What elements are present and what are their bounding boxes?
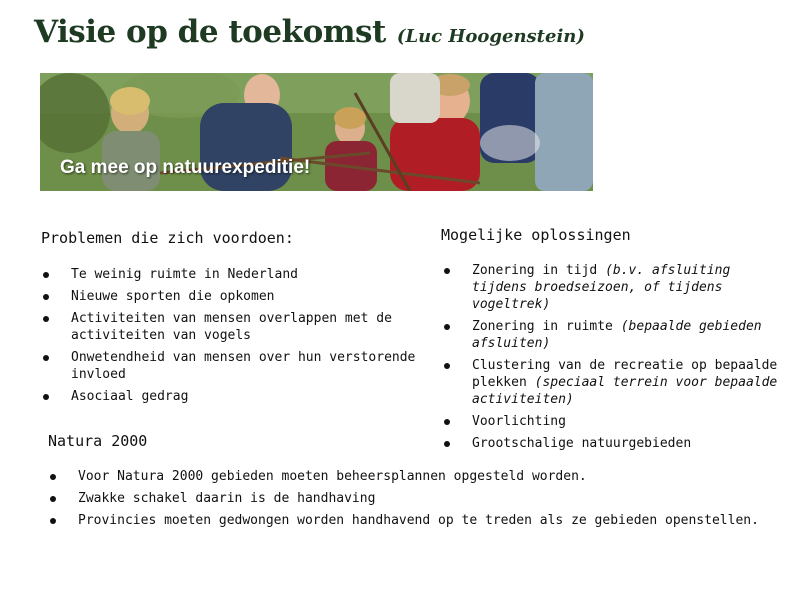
natura-heading: Natura 2000	[48, 432, 148, 450]
problems-list	[41, 266, 421, 410]
list-item: Nieuwe sporten die opkomen	[41, 288, 421, 305]
item-text: Grootschalige natuurgebieden	[472, 436, 692, 451]
item-note: (bepaalde gebieden afsluiten)	[472, 319, 762, 351]
item-text: Clustering van de recreatie op bepaalde plekken	[472, 358, 778, 390]
solutions-list	[442, 262, 782, 457]
item-note: (b.v. afsluiting tijdens broedseizoen, of tijdens vogeltrek)	[472, 263, 731, 312]
list-item: Voor Natura 2000 gebieden moeten beheersplannen opgesteld worden.	[48, 468, 778, 485]
list-item: Onwetendheid van mensen over hun verstorende invloed	[41, 349, 421, 383]
list-item	[442, 262, 782, 313]
problems-heading: Problemen die zich voordoen:	[41, 229, 294, 247]
item-note: (speciaal terrein voor bepaalde activiteiten)	[472, 375, 778, 407]
list-item: Activiteiten van mensen overlappen met de activiteiten van vogels	[41, 310, 421, 344]
item-text: Zonering in tijd	[472, 263, 606, 278]
item-text: Voorlichting	[472, 414, 566, 429]
page-title	[34, 14, 585, 50]
list-item: Te weinig ruimte in Nederland	[41, 266, 421, 283]
list-item: Asociaal gedrag	[41, 388, 421, 405]
item-text: Zonering in ruimte	[472, 319, 621, 334]
photo-caption: Ga mee op natuurexpeditie!	[60, 157, 311, 178]
title-main: Visie op de toekomst	[34, 14, 386, 50]
natura-list	[48, 468, 778, 534]
list-item	[442, 435, 782, 452]
list-item	[442, 357, 782, 408]
list-item: Provincies moeten gedwongen worden handhavend op te treden als ze gebieden openstellen.	[48, 512, 778, 529]
list-item: Zwakke schakel daarin is de handhaving	[48, 490, 778, 507]
list-item	[442, 318, 782, 352]
expedition-photo	[40, 73, 593, 191]
list-item	[442, 413, 782, 430]
solutions-heading: Mogelijke oplossingen	[441, 226, 631, 244]
title-author: (Luc Hoogenstein)	[396, 26, 585, 47]
